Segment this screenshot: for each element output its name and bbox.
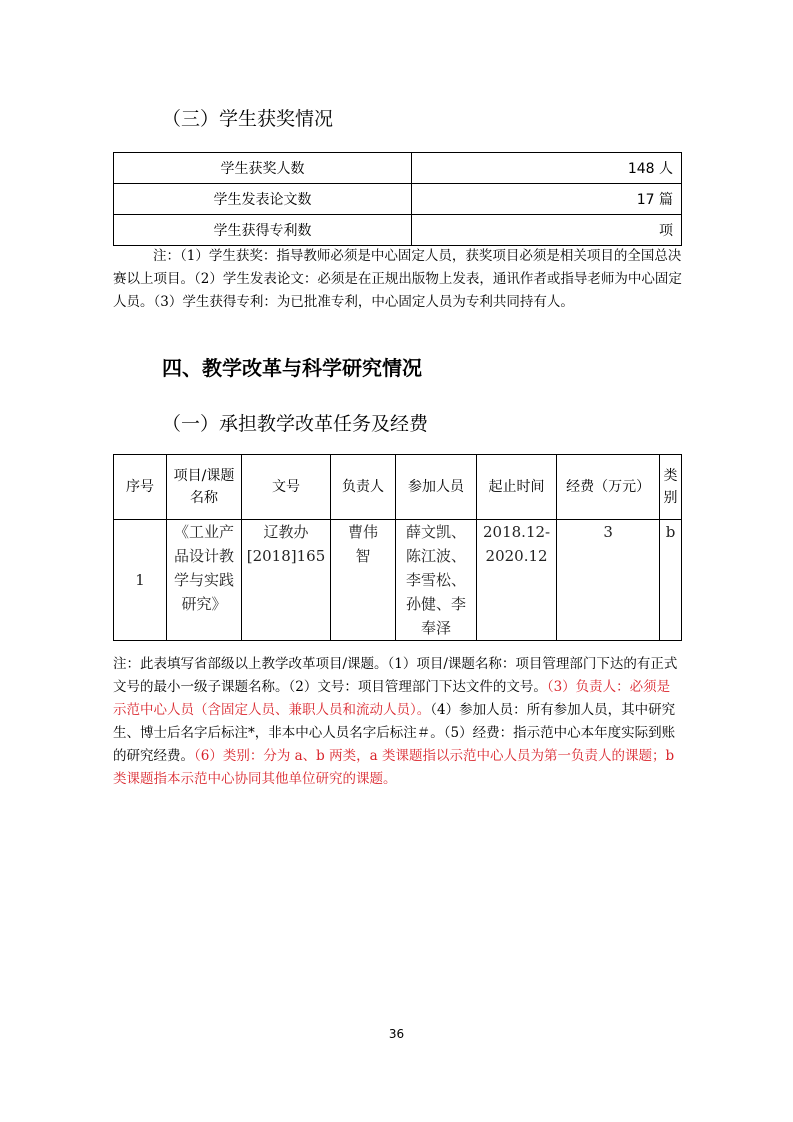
paper-count-label: 学生发表论文数 <box>114 184 412 215</box>
cell-seq: 1 <box>114 520 167 641</box>
teaching-reform-note <box>113 653 682 791</box>
note2-category-rule: （6）类别：分为 a、b 两类，a 类课题指以示范中心人员为第一负责人的课题；b 类课题指本示范中心协同其他单位研究的课题。 <box>113 748 675 787</box>
cell-name: 《工业产品设计教学与实践研究》 <box>167 520 242 641</box>
cell-category: b <box>660 520 682 641</box>
paper-count-value: 17 篇 <box>412 184 682 215</box>
patent-count-value: 项 <box>412 215 682 246</box>
section-heading-teaching-reform: （一）承担教学改革任务及经费 <box>162 413 429 435</box>
cell-doc: 辽教办[2018]165 <box>242 520 331 641</box>
award-count-value: 148 人 <box>412 153 682 184</box>
cell-leader: 曹伟智 <box>331 520 396 641</box>
patent-count-label: 学生获得专利数 <box>114 215 412 246</box>
chapter-heading: 四、教学改革与科学研究情况 <box>162 356 422 380</box>
cell-members: 薛文凯、陈江波、李雪松、孙健、李奉泽 <box>396 520 477 641</box>
header-leader: 负责人 <box>331 455 396 520</box>
cell-period: 2018.12-2020.12 <box>477 520 557 641</box>
note2-part-c: （4）参加人员：所有参加人员，其中研究生、博士后名字后标注*，非本中心人员名字后标注＃。（5）经费：指示范中心本年度实际到账的研究经费。 <box>113 702 676 764</box>
header-members: 参加人员 <box>396 455 477 520</box>
awards-note: 注：（1）学生获奖：指导教师必须是中心固定人员，获奖项目必须是相关项目的全国总决赛以上项目。（2）学生发表论文：必须是在正规出版物上发表，通讯作者或指导老师为中心固定人员。（3）学生获得专利：为已批准专利，中心固定人员为专利共同持有人。 <box>113 248 682 310</box>
header-doc: 文号 <box>242 455 331 520</box>
header-seq: 序号 <box>114 455 167 520</box>
header-category: 类别 <box>660 455 682 520</box>
header-funds: 经费（万元） <box>557 455 660 520</box>
page-number: 36 <box>388 1027 405 1041</box>
cell-funds: 3 <box>557 520 660 641</box>
header-period: 起止时间 <box>477 455 557 520</box>
award-count-label: 学生获奖人数 <box>114 153 412 184</box>
table-header-row <box>114 455 682 520</box>
table-row <box>114 520 682 641</box>
section-heading-student-awards: （三）学生获奖情况 <box>162 108 334 130</box>
student-awards-table <box>113 152 682 246</box>
teaching-reform-table <box>113 454 682 641</box>
table-row <box>114 215 682 246</box>
table-row <box>114 153 682 184</box>
note2-part-a: 注：此表填写省部级以上教学改革项目/课题。（1）项目/课题名称：项目管理部门下达的有正式文号的最小一级子课题名称。（2）文号：项目管理部门下达文件的文号。 <box>113 656 678 695</box>
table-row <box>114 184 682 215</box>
header-name: 项目/课题名称 <box>167 455 242 520</box>
note2-leader-rule: （3）负责人：必须是示范中心人员（含固定人员、兼职人员和流动人员）。 <box>113 679 671 718</box>
